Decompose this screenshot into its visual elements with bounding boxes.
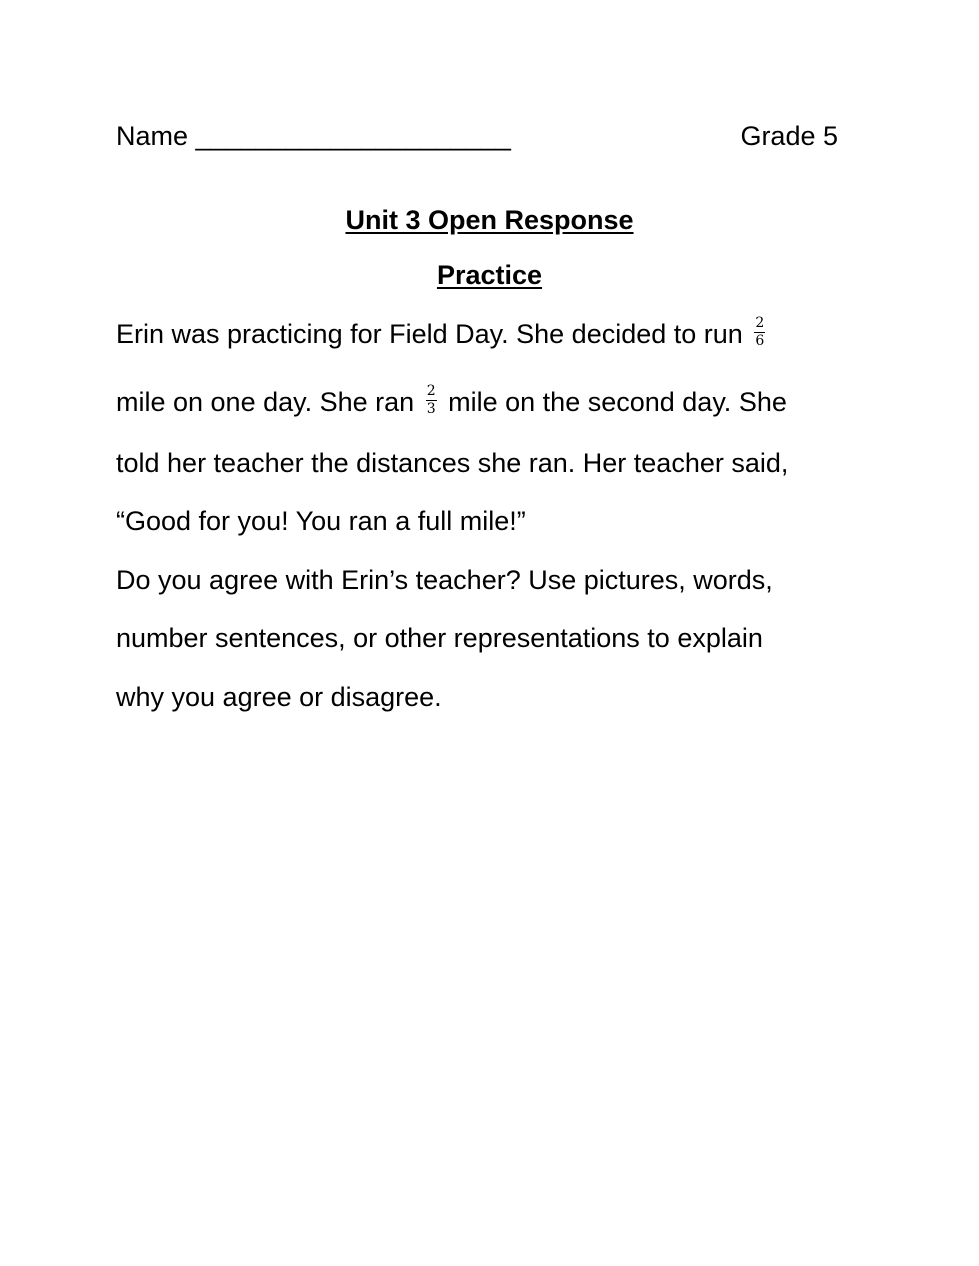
grade-label: Grade 5	[740, 121, 838, 151]
problem-line-2	[116, 384, 787, 420]
problem-text: mile on one day. She ran	[116, 387, 415, 417]
page-subtitle: Practice	[436, 260, 543, 290]
fraction-two-thirds	[426, 384, 437, 417]
teacher-quote: “Good for you! You ran a full mile!”	[116, 506, 526, 536]
fraction-numerator: 2	[755, 315, 765, 332]
problem-text: mile on the second day. She	[448, 387, 787, 417]
page-title: Unit 3 Open Response	[345, 205, 634, 235]
question-line-1: Do you agree with Erin’s teacher? Use pictures, words,	[116, 565, 773, 595]
name-field-label: Name _____________________	[116, 121, 511, 151]
fraction-denominator: 3	[426, 401, 436, 418]
fraction-numerator: 2	[426, 383, 436, 400]
question-line-3: why you agree or disagree.	[116, 682, 442, 712]
problem-line-3: told her teacher the distances she ran. Her teacher said,	[116, 448, 789, 478]
fraction-denominator: 6	[755, 333, 765, 350]
problem-text: Erin was practicing for Field Day. She decided to run	[116, 319, 743, 349]
problem-line-1	[116, 316, 769, 352]
question-line-2: number sentences, or other representations to explain	[116, 623, 763, 653]
header-row	[116, 118, 838, 154]
fraction-two-sixths	[754, 316, 765, 349]
